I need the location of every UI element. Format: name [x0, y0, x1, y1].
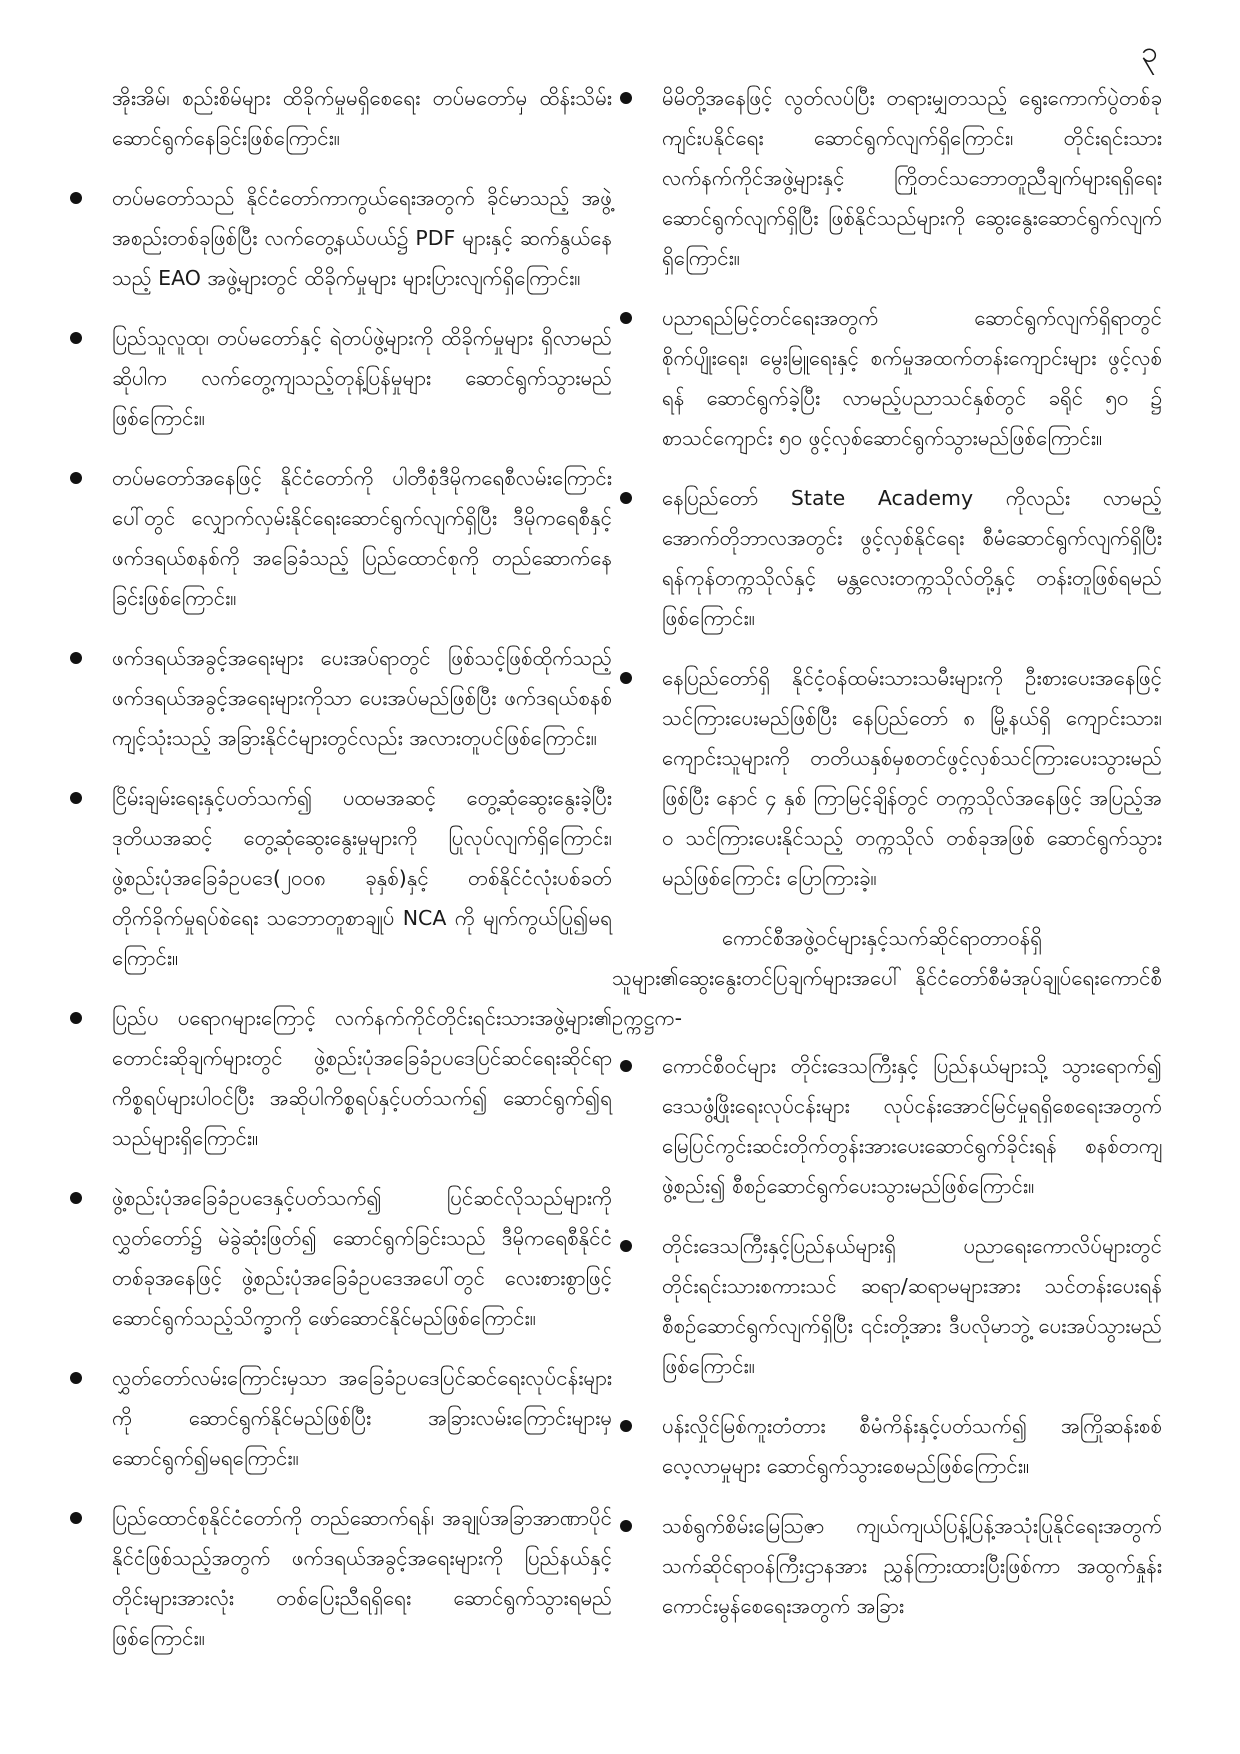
left-bullet-item	[112, 318, 612, 438]
right-bullet-item	[662, 78, 1162, 278]
right-bullet-item	[662, 1406, 1162, 1486]
bullet-text: မိမိတို့အနေဖြင့် လွတ်လပ်ပြီး တရားမျှတသည့် ရွေးကောက်ပွဲတစ်ခု ကျင်းပနိုင်ရေး ဆောင်ရွက်လျက်ရှိကြောင်း၊ တိုင်းရင်းသားလက်နက်ကိုင်အဖွဲ့များနှင့် ကြိုတင်သဘောတူညီချက်များရရှိရေး ဆောင်ရွက်လျက်ရှိပြီး ဖြစ်နိုင်သည်များကို ဆွေးနွေးဆောင်ရွက်လျက်ရှိကြောင်း။	[662, 86, 1162, 270]
bullet-icon	[620, 672, 632, 684]
chairman-response-paragraph: ကောင်စီအဖွဲ့ဝင်များနှင့်သက်ဆိုင်ရာတာဝန်ရှိသူများ၏ဆွေးနွေးတင်ပြချက်များအပေါ် နိုင်ငံတော်စီမံအုပ်ချုပ်ရေးကောင်စီဥက္ကဋ္ဌက-	[612, 926, 1162, 1030]
bullet-text: ငြိမ်းချမ်းရေးနှင့်ပတ်သက်၍ ပထမအဆင့် တွေ့ဆုံဆွေးနွေးခဲ့ပြီး ဒုတိယအဆင့် တွေ့ဆုံဆွေးနွေးမှုများကို ပြုလုပ်လျက်ရှိကြောင်း၊ ဖွဲ့စည်းပုံအခြေခံဥပဒေ(၂၀၀၈ ခုနှစ်)နှင့် တစ်နိုင်ငံလုံးပစ်ခတ်တိုက်ခိုက်မှုရပ်စဲရေး သဘောတူစာချုပ် NCA ကို မျက်ကွယ်ပြု၍မရကြောင်း။	[112, 786, 612, 970]
bullet-text: ပန်းလှိုင်မြစ်ကူးတံတား စီမံကိန်းနှင့်ပတ်သက်၍ အကြိုဆန်းစစ်လေ့လာမှုများ ဆောင်ရွက်သွားစေမည်ဖြစ်ကြောင်း။	[662, 1414, 1162, 1478]
right-column	[612, 78, 1162, 1646]
right-bullet-item	[662, 1506, 1162, 1626]
bullet-icon	[620, 1520, 632, 1532]
bullet-text: ဖက်ဒရယ်အခွင့်အရေးများ ပေးအပ်ရာတွင် ဖြစ်သင့်ဖြစ်ထိုက်သည့် ဖက်ဒရယ်အခွင့်အရေးများကိုသာ ပေးအပ်မည်ဖြစ်ပြီး ဖက်ဒရယ်စနစ်ကျင့်သုံးသည့် အခြားနိုင်ငံများတွင်လည်း အလားတူပင်ဖြစ်ကြောင်း။	[112, 646, 612, 750]
left-bullet-item	[112, 458, 612, 618]
left-intro-paragraph: အိုးအိမ်၊ စည်းစိမ်များ ထိခိုက်မှုမရှိစေရေး တပ်မတော်မှ ထိန်းသိမ်းဆောင်ရွက်နေခြင်းဖြစ်ကြောင်း။	[112, 86, 612, 150]
left-bullet-item	[112, 638, 612, 758]
bullet-icon	[620, 92, 632, 104]
bullet-text: သစ်ရွက်စိမ်းမြေသြဇာ ကျယ်ကျယ်ပြန့်ပြန့်အသုံးပြုနိုင်ရေးအတွက် သက်ဆိုင်ရာဝန်ကြီးဌာနအား ညွှန်ကြားထားပြီးဖြစ်ကာ အထွက်နှုန်းကောင်းမွန်စေရေးအတွက် အခြား	[662, 1514, 1162, 1618]
left-bullet-item	[112, 1358, 612, 1478]
bullet-icon	[620, 1240, 632, 1252]
right-bullet-item	[662, 478, 1162, 638]
left-bullet-item	[112, 998, 612, 1158]
bullet-icon	[70, 1372, 82, 1384]
bullet-icon	[620, 492, 632, 504]
bullet-icon	[70, 332, 82, 344]
bullet-icon	[70, 652, 82, 664]
bullet-text: တပ်မတော်သည် နိုင်ငံတော်ကာကွယ်ရေးအတွက် ခိုင်မာသည့် အဖွဲ့အစည်းတစ်ခုဖြစ်ပြီး လက်တွေ့နယ်ပယ်၌ PDF များနှင့် ဆက်နွယ်နေသည့် EAO အဖွဲ့များတွင် ထိခိုက်မှုများ များပြားလျက်ရှိကြောင်း။	[112, 186, 612, 290]
page-number: ၃	[1141, 35, 1158, 70]
bullet-text: နေပြည်တော် State Academy ကိုလည်း လာမည့်အောက်တိုဘာလအတွင်း ဖွင့်လှစ်နိုင်ရေး စီမံဆောင်ရွက်လျက်ရှိပြီး ရန်ကုန်တက္ကသိုလ်နှင့် မန္တလေးတက္ကသိုလ်တို့နှင့် တန်းတူဖြစ်ရမည်ဖြစ်ကြောင်း။	[662, 486, 1162, 630]
right-bullet-item	[662, 1226, 1162, 1386]
bullet-text: ကောင်စီဝင်များ တိုင်းဒေသကြီးနှင့် ပြည်နယ်များသို့ သွားရောက်၍ ဒေသဖွံ့ဖြိုးရေးလုပ်ငန်းများ လုပ်ငန်းအောင်မြင်မှုရရှိစေရေးအတွက် မြေပြင်ကွင်းဆင်းတိုက်တွန်းအားပေးဆောင်ရွက်ခိုင်းရန် စနစ်တကျဖွဲ့စည်း၍ စီစဉ်ဆောင်ရွက်ပေးသွားမည်ဖြစ်ကြောင်း။	[662, 1054, 1162, 1198]
left-column	[112, 78, 612, 1678]
right-bullet-item	[662, 1046, 1162, 1206]
right-bullet-item	[662, 658, 1162, 898]
bullet-icon	[70, 1192, 82, 1204]
left-bullet-item	[112, 1498, 612, 1658]
bullet-icon	[620, 1060, 632, 1072]
bullet-icon	[620, 1420, 632, 1432]
bullet-text: ပြည်ထောင်စုနိုင်ငံတော်ကို တည်ဆောက်ရန်၊ အချုပ်အခြာအာဏာပိုင် နိုင်ငံဖြစ်သည့်အတွက် ဖက်ဒရယ်အခွင့်အရေးများကို ပြည်နယ်နှင့်တိုင်းများအားလုံး တစ်ပြေးညီရရှိရေး ဆောင်ရွက်သွားရမည်ဖြစ်ကြောင်း။	[112, 1506, 612, 1650]
bullet-icon	[70, 472, 82, 484]
bullet-icon	[70, 192, 82, 204]
right-bullet-item	[662, 298, 1162, 458]
bullet-icon	[620, 312, 632, 324]
bullet-text: နေပြည်တော်ရှိ နိုင်ငံ့ဝန်ထမ်းသားသမီးများကို ဦးစားပေးအနေဖြင့် သင်ကြားပေးမည်ဖြစ်ပြီး နေပြည်တော် ၈ မြို့နယ်ရှိ ကျောင်းသား၊ ကျောင်းသူများကို တတိယနှစ်မှစတင်ဖွင့်လှစ်သင်ကြားပေးသွားမည်ဖြစ်ပြီး နောင် ၄ နှစ် ကြာမြင့်ချိန်တွင် တက္ကသိုလ်အနေဖြင့် အပြည့်အဝ သင်ကြားပေးနိုင်သည့် တက္ကသိုလ် တစ်ခုအဖြစ် ဆောင်ရွက်သွားမည်ဖြစ်ကြောင်း ပြောကြားခဲ့။	[662, 666, 1162, 890]
left-bullet-item	[112, 778, 612, 978]
bullet-icon	[70, 1012, 82, 1024]
left-bullet-item	[112, 1178, 612, 1338]
bullet-text: ပညာရည်မြင့်တင်ရေးအတွက် ဆောင်ရွက်လျက်ရှိရာတွင် စိုက်ပျိုးရေး၊ မွေးမြူရေးနှင့် စက်မှုအထက်တန်းကျောင်းများ ဖွင့်လှစ်ရန် ဆောင်ရွက်ခဲ့ပြီး လာမည့်ပညာသင်နှစ်တွင် ခရိုင် ၅၀ ၌ စာသင်ကျောင်း ၅၀ ဖွင့်လှစ်ဆောင်ရွက်သွားမည်ဖြစ်ကြောင်း။	[662, 306, 1162, 450]
bullet-text: တပ်မတော်အနေဖြင့် နိုင်ငံတော်ကို ပါတီစုံဒီမိုကရေစီလမ်းကြောင်းပေါ်တွင် လျှောက်လှမ်းနိုင်ရေးဆောင်ရွက်လျက်ရှိပြီး ဒီမိုကရေစီနှင့်ဖက်ဒရယ်စနစ်ကို အခြေခံသည့် ပြည်ထောင်စုကို တည်ဆောက်နေခြင်းဖြစ်ကြောင်း။	[112, 466, 612, 610]
left-bullet-item	[112, 178, 612, 298]
bullet-icon	[70, 1512, 82, 1524]
bullet-icon	[70, 792, 82, 804]
bullet-text: တိုင်းဒေသကြီးနှင့်ပြည်နယ်များရှိ ပညာရေးကောလိပ်များတွင် တိုင်းရင်းသားစကားသင် ဆရာ/ဆရာမများအား သင်တန်းပေးရန် စီစဉ်ဆောင်ရွက်လျက်ရှိပြီး ၎င်းတို့အား ဒီပလိုမာဘွဲ့ ပေးအပ်သွားမည်ဖြစ်ကြောင်း။	[662, 1234, 1162, 1378]
bullet-text: ပြည်ပ ပရောဂများကြောင့် လက်နက်ကိုင်တိုင်းရင်းသားအဖွဲ့များ၏ တောင်းဆိုချက်များတွင် ဖွဲ့စည်းပုံအခြေခံဥပဒေပြင်ဆင်ရေးဆိုင်ရာကိစ္စရပ်များပါဝင်ပြီး အဆိုပါကိစ္စရပ်နှင့်ပတ်သက်၍ ဆောင်ရွက်၍ရသည်များရှိကြောင်း။	[112, 1006, 612, 1150]
bullet-text: ဖွဲ့စည်းပုံအခြေခံဥပဒေနှင့်ပတ်သက်၍ ပြင်ဆင်လိုသည်များကို လွှတ်တော်၌ မဲခွဲဆုံးဖြတ်၍ ဆောင်ရွက်ခြင်းသည် ဒီမိုကရေစီနိုင်ငံတစ်ခုအနေဖြင့် ဖွဲ့စည်းပုံအခြေခံဥပဒေအပေါ်တွင် လေးစားစွာဖြင့် ဆောင်ရွက်သည့်သိက္ခာကို ဖော်ဆောင်နိုင်မည်ဖြစ်ကြောင်း။	[112, 1186, 612, 1330]
bullet-text: လွှတ်တော်လမ်းကြောင်းမှသာ အခြေခံဥပဒေပြင်ဆင်ရေးလုပ်ငန်းများကို ဆောင်ရွက်နိုင်မည်ဖြစ်ပြီး အခြားလမ်းကြောင်းများမှ ဆောင်ရွက်၍မရကြောင်း။	[112, 1366, 612, 1470]
bullet-text: ပြည်သူလူထု၊ တပ်မတော်နှင့် ရဲတပ်ဖွဲ့များကို ထိခိုက်မှုများ ရှိလာမည်ဆိုပါက လက်တွေ့ကျသည့်တုန့်ပြန်မှုများ ဆောင်ရွက်သွားမည်ဖြစ်ကြောင်း။	[112, 326, 612, 430]
